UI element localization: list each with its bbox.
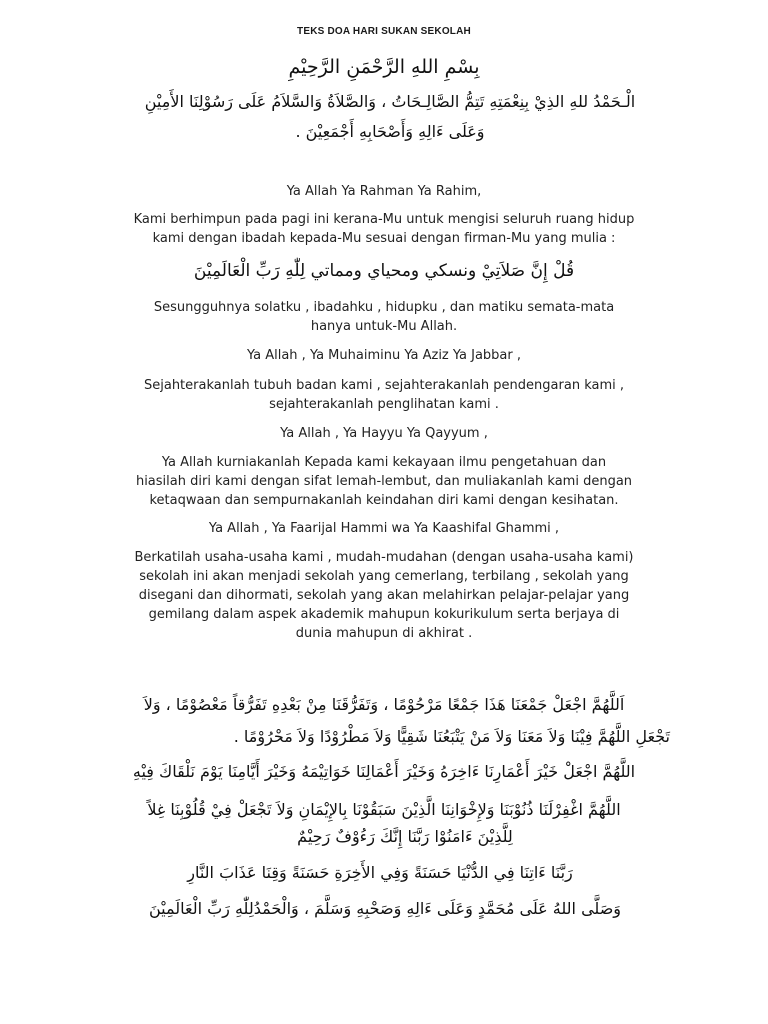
malay-para-8: Ya Allah kurniakanlah Kepada kami kekayaan ilmu pengetahuan dan hiasilah diri kami dengan sifat lemah-lembut, dan muliakanlah kami dengan ketaqwaan dan sempurnakanlah keindahan diri kami dengan kesihatan. xyxy=(135,455,633,508)
malay-para-9: Ya Allah , Ya Faarijal Hammi wa Ya Kaashifal Ghammi , xyxy=(208,521,560,536)
closing-line-3: اللَّهُمَّ اجْعَلْ خَيْرَ أَعْمَارِنَا ءَاخِرَهُ وَخَيْرَ أَعْمَالِنَا خَوَاتِيْمَهُ وَخَيْرَ أَيَّامِنَا يَوْمَ نَلْقَاكَ فِيْهِ xyxy=(132,762,636,781)
closing-line-6: رَبَّنَا ءَاتِنَا فِي الدُّنْيَا حَسَنَةً وَفِي الأَخِرَةِ حَسَنَةً وَقِنَا عَذَابَ النَّارِ xyxy=(187,863,573,882)
malay-para-4: Sesungguhnya solatku , ibadahku , hidupku , dan matiku semata-mata hanya untuk-Mu Allah. xyxy=(153,300,615,334)
malay-para-2: Kami berhimpun pada pagi ini kerana-Mu untuk mengisi seluruh ruang hidup kami dengan ibadah kepada-Mu sesuai dengan firman-Mu yang mulia : xyxy=(133,212,635,246)
malay-para-6: Sejahterakanlah tubuh badan kami , sejahterakanlah pendengaran kami , sejahterakanlah penglihatan kami . xyxy=(143,378,624,412)
malay-para-1: Ya Allah Ya Rahman Ya Rahim, xyxy=(286,184,482,199)
closing-line-2: تَجْعَلِ اللَّهُمَّ فِيْنَا وَلاَ مَعَنَا وَلاَ مَنْ يَتْبَعُنَا شَقِيًّا وَلاَ مَطْرُوْدًا وَلاَ مَحْرُوْمًا . xyxy=(233,727,670,746)
closing-line-5: لِلَّذِيْنَ ءَامَنُوْا رَبَّنَا إِنَّكَ رَءُوْفٌ رَحِيْمٌ xyxy=(297,827,513,846)
malay-para-10: Berkatilah usaha-usaha kami , mudah-mudahan (dengan usaha-usaha kami) sekolah ini akan menjadi sekolah yang cemerlang, terbilang , sekolah yang disegani dan dihormati, sekolah yang akan melahirkan pelajar-pelajar yang gemilang dalam aspek akademik mahupun kokurikulum serta berjaya di dunia mahupun di akhirat . xyxy=(134,550,634,641)
opening-line-2: وَعَلَى ءَالِهِ وَأَصْحَابِهِ أَجْمَعِيْنَ . xyxy=(295,122,485,141)
doc-title: TEKS DOA HARI SUKAN SEKOLAH xyxy=(297,26,471,37)
malay-para-7: Ya Allah , Ya Hayyu Ya Qayyum , xyxy=(280,426,488,441)
malay-para-5: Ya Allah , Ya Muhaiminu Ya Aziz Ya Jabbar , xyxy=(246,348,522,363)
basmalah: بِسْمِ اللهِ الرَّحْمَنِ الرَّحِيْمِ xyxy=(288,56,480,78)
quran-verse: قُلْ إِنَّ صَلاَتِيْ ونسكي ومحياي ومماتي لِلّٰهِ رَبِّ الْعَالَمِيْنَ xyxy=(193,261,575,281)
closing-line-4: اللَّهُمَّ اغْفِرْلَنَا ذُنُوْبَنَا وَلإِخْوَانِنَا الَّذِيْنَ سَبَقُوْنَا بِالإِيْمَانِ وَلاَ تَجْعَلْ فِيْ قُلُوْبِنَا غِلاً xyxy=(147,800,621,819)
closing-line-7: وَصَلَّى اللهُ عَلَى مُحَمَّدٍ وَعَلَى ءَالِهِ وَصَحْبِهِ وَسَلَّمَ ، وَالْحَمْدُلِلّٰهِ رَبِّ الْعَالَمِيْنَ xyxy=(148,899,622,918)
opening-line-1: الْـحَمْدُ للهِ الذِيْ بِنِعْمَتِهِ تَتِمُّ الصَّالِـحَاتُ ، وَالصَّلاَةُ وَالسَّلاَمُ عَلَى رَسُوْلِنَا الأَمِيْنِ xyxy=(144,92,636,111)
closing-line-1: اَللَّهُمَّ اجْعَلْ جَمْعَنَا هَذَا جَمْعًا مَرْحُوْمًا ، وَتَفَرُّقَنَا مِنْ بَعْدِهِ تَفَرُّقاً مَعْصُوْمًا ، وَلاَ xyxy=(143,695,625,714)
